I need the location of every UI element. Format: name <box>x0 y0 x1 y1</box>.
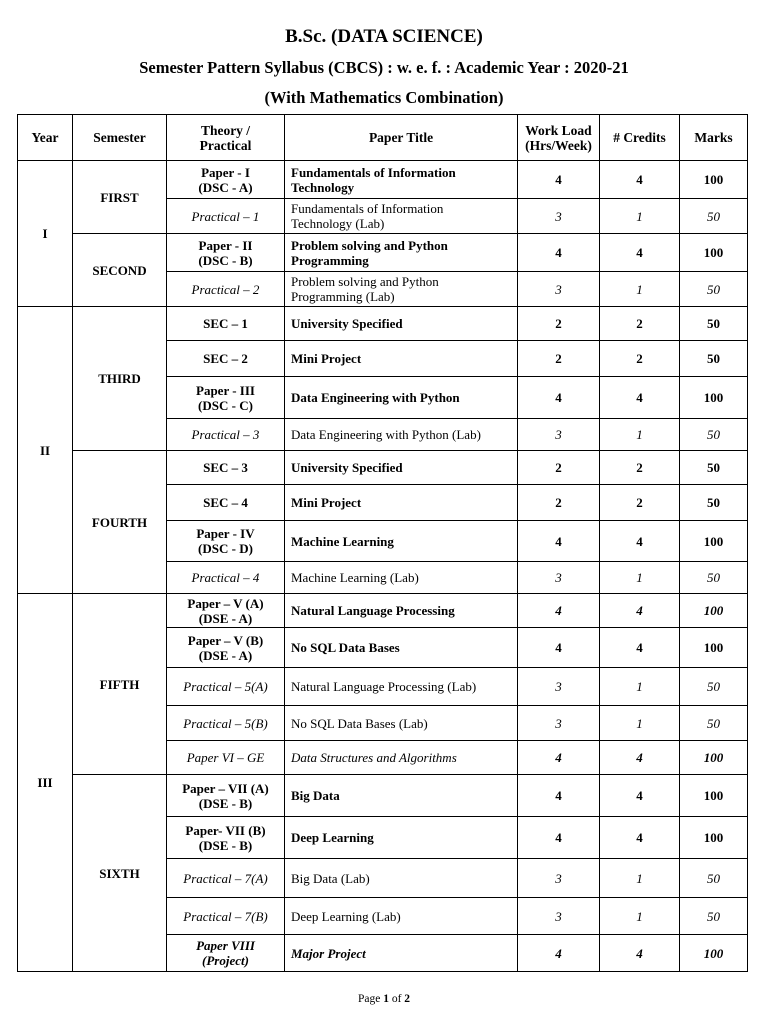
paper-title-cell: Natural Language Processing <box>285 594 518 628</box>
paper-title-cell: University Specified <box>285 451 518 485</box>
workload-cell: 4 <box>518 741 600 775</box>
marks-cell: 50 <box>680 706 748 741</box>
table-row <box>18 234 748 272</box>
marks-cell: 50 <box>680 272 748 307</box>
credits-cell: 2 <box>600 485 680 521</box>
theory-practical-cell: Paper - II (DSC - B) <box>167 234 285 272</box>
workload-cell: 4 <box>518 234 600 272</box>
paper-title-cell: Problem solving and Python Programming <box>285 234 518 272</box>
marks-cell: 100 <box>680 234 748 272</box>
page-number: 1 <box>383 993 389 1005</box>
credits-cell: 2 <box>600 307 680 341</box>
credits-cell: 4 <box>600 935 680 972</box>
semester-cell: THIRD <box>73 307 167 451</box>
workload-cell: 2 <box>518 307 600 341</box>
workload-cell: 3 <box>518 199 600 234</box>
credits-cell: 1 <box>600 859 680 898</box>
paper-title-cell: No SQL Data Bases (Lab) <box>285 706 518 741</box>
workload-cell: 3 <box>518 419 600 451</box>
credits-cell: 1 <box>600 272 680 307</box>
theory-practical-cell: SEC – 4 <box>167 485 285 521</box>
syllabus-table <box>17 114 748 972</box>
credits-cell: 4 <box>600 234 680 272</box>
workload-cell: 4 <box>518 817 600 859</box>
theory-practical-cell: Paper – VII (A) (DSE - B) <box>167 775 285 817</box>
credits-cell: 4 <box>600 741 680 775</box>
workload-cell: 4 <box>518 935 600 972</box>
marks-cell: 50 <box>680 341 748 377</box>
table-row <box>18 775 748 817</box>
col-header-year: Year <box>18 115 73 161</box>
credits-cell: 1 <box>600 706 680 741</box>
workload-cell: 2 <box>518 451 600 485</box>
semester-cell: FIRST <box>73 161 167 234</box>
theory-practical-cell: Practical – 1 <box>167 199 285 234</box>
theory-practical-cell: Paper – V (A) (DSE - A) <box>167 594 285 628</box>
year-cell: I <box>18 161 73 307</box>
workload-cell: 3 <box>518 562 600 594</box>
theory-practical-cell: Practical – 5(B) <box>167 706 285 741</box>
table-row <box>18 161 748 199</box>
credits-cell: 1 <box>600 668 680 706</box>
theory-practical-cell: Paper - III (DSC - C) <box>167 377 285 419</box>
year-cell: II <box>18 307 73 594</box>
marks-cell: 100 <box>680 935 748 972</box>
credits-cell: 4 <box>600 628 680 668</box>
marks-cell: 100 <box>680 161 748 199</box>
col-header-title: Paper Title <box>285 115 518 161</box>
marks-cell: 50 <box>680 485 748 521</box>
page-total: 2 <box>404 993 411 1005</box>
marks-cell: 50 <box>680 307 748 341</box>
semester-cell: FIFTH <box>73 594 167 775</box>
paper-title-cell: Fundamentals of Information Technology <box>285 161 518 199</box>
col-header-theory: Theory / Practical <box>167 115 285 161</box>
workload-cell: 2 <box>518 485 600 521</box>
credits-cell: 4 <box>600 775 680 817</box>
paper-title-cell: Mini Project <box>285 485 518 521</box>
marks-cell: 100 <box>680 594 748 628</box>
theory-practical-cell: Paper - IV (DSC - D) <box>167 521 285 562</box>
marks-cell: 100 <box>680 775 748 817</box>
theory-practical-cell: Practical – 7(A) <box>167 859 285 898</box>
theory-practical-cell: Practical – 3 <box>167 419 285 451</box>
semester-cell: SIXTH <box>73 775 167 972</box>
theory-practical-cell: SEC – 3 <box>167 451 285 485</box>
credits-cell: 1 <box>600 199 680 234</box>
credits-cell: 2 <box>600 341 680 377</box>
col-header-semester: Semester <box>73 115 167 161</box>
paper-title-cell: Machine Learning <box>285 521 518 562</box>
table-row <box>18 594 748 628</box>
table-row <box>18 307 748 341</box>
col-header-marks: Marks <box>680 115 748 161</box>
semester-cell: FOURTH <box>73 451 167 594</box>
year-cell: III <box>18 594 73 972</box>
theory-practical-cell: SEC – 2 <box>167 341 285 377</box>
workload-cell: 4 <box>518 377 600 419</box>
credits-cell: 4 <box>600 161 680 199</box>
marks-cell: 50 <box>680 859 748 898</box>
paper-title-cell: Natural Language Processing (Lab) <box>285 668 518 706</box>
col-header-workload: Work Load (Hrs/Week) <box>518 115 600 161</box>
paper-title-cell: University Specified <box>285 307 518 341</box>
workload-cell: 3 <box>518 272 600 307</box>
marks-cell: 50 <box>680 199 748 234</box>
credits-cell: 1 <box>600 898 680 935</box>
col-header-credits: # Credits <box>600 115 680 161</box>
workload-cell: 4 <box>518 521 600 562</box>
workload-cell: 4 <box>518 775 600 817</box>
table-header-row <box>18 115 748 161</box>
marks-cell: 100 <box>680 377 748 419</box>
workload-cell: 3 <box>518 706 600 741</box>
paper-title-cell: No SQL Data Bases <box>285 628 518 668</box>
workload-cell: 2 <box>518 341 600 377</box>
theory-practical-cell: Practical – 7(B) <box>167 898 285 935</box>
marks-cell: 50 <box>680 419 748 451</box>
credits-cell: 1 <box>600 562 680 594</box>
theory-practical-cell: Paper- VII (B) (DSE - B) <box>167 817 285 859</box>
paper-title-cell: Machine Learning (Lab) <box>285 562 518 594</box>
theory-practical-cell: Paper VIII (Project) <box>167 935 285 972</box>
credits-cell: 4 <box>600 817 680 859</box>
paper-title-cell: Data Structures and Algorithms <box>285 741 518 775</box>
credits-cell: 2 <box>600 451 680 485</box>
marks-cell: 50 <box>680 562 748 594</box>
credits-cell: 4 <box>600 377 680 419</box>
marks-cell: 100 <box>680 628 748 668</box>
marks-cell: 100 <box>680 521 748 562</box>
paper-title-cell: Data Engineering with Python (Lab) <box>285 419 518 451</box>
document-subtitle: Semester Pattern Syllabus (CBCS) : w. e. f. : Academic Year : 2020-21 <box>139 58 629 77</box>
theory-practical-cell: Practical – 5(A) <box>167 668 285 706</box>
paper-title-cell: Big Data (Lab) <box>285 859 518 898</box>
paper-title-cell: Major Project <box>285 935 518 972</box>
paper-title-cell: Problem solving and Python Programming (Lab) <box>285 272 518 307</box>
workload-cell: 3 <box>518 859 600 898</box>
theory-practical-cell: SEC – 1 <box>167 307 285 341</box>
paper-title-cell: Fundamentals of Information Technology (Lab) <box>285 199 518 234</box>
theory-practical-cell: Paper - I (DSC - A) <box>167 161 285 199</box>
table-row <box>18 451 748 485</box>
paper-title-cell: Data Engineering with Python <box>285 377 518 419</box>
credits-cell: 4 <box>600 521 680 562</box>
workload-cell: 3 <box>518 898 600 935</box>
theory-practical-cell: Paper VI – GE <box>167 741 285 775</box>
marks-cell: 50 <box>680 668 748 706</box>
theory-practical-cell: Practical – 4 <box>167 562 285 594</box>
combination-note: (With Mathematics Combination) <box>264 88 504 107</box>
credits-cell: 1 <box>600 419 680 451</box>
paper-title-cell: Deep Learning (Lab) <box>285 898 518 935</box>
workload-cell: 4 <box>518 594 600 628</box>
paper-title-cell: Mini Project <box>285 341 518 377</box>
theory-practical-cell: Practical – 2 <box>167 272 285 307</box>
workload-cell: 3 <box>518 668 600 706</box>
marks-cell: 100 <box>680 817 748 859</box>
marks-cell: 100 <box>680 741 748 775</box>
marks-cell: 50 <box>680 898 748 935</box>
theory-practical-cell: Paper – V (B) (DSE - A) <box>167 628 285 668</box>
marks-cell: 50 <box>680 451 748 485</box>
page-footer <box>0 993 768 1005</box>
document-title: B.Sc. (DATA SCIENCE) <box>285 26 483 47</box>
workload-cell: 4 <box>518 628 600 668</box>
page-label: Page <box>357 993 381 1005</box>
semester-cell: SECOND <box>73 234 167 307</box>
paper-title-cell: Big Data <box>285 775 518 817</box>
page-of-label: of <box>391 993 402 1005</box>
workload-cell: 4 <box>518 161 600 199</box>
paper-title-cell: Deep Learning <box>285 817 518 859</box>
credits-cell: 4 <box>600 594 680 628</box>
